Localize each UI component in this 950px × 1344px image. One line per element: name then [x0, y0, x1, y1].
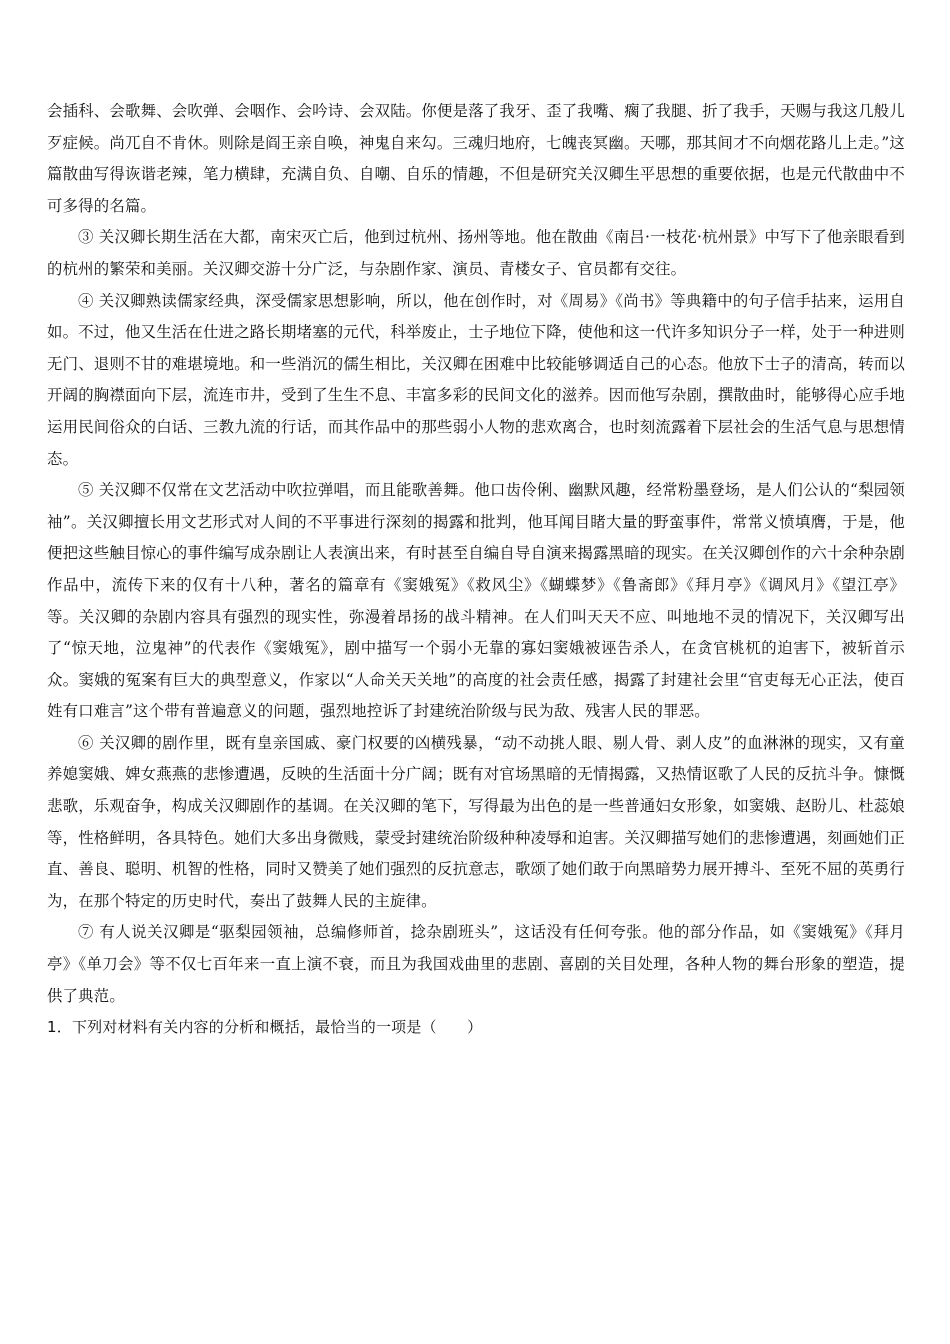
paragraph-continuation: 会插科、会歌舞、会吹弹、会咽作、会吟诗、会双陆。你便是落了我牙、歪了我嘴、瘸了我腿、折了我手，天赐与我这几般儿歹症候。尚兀自不肯休。则除是阎王亲自唤，神鬼自来勾。三魂归地府，七魄丧冥幽。天哪，那其间才不向烟花路儿上走。”这篇散曲写得诙谐老辣，笔力横肆，充满自负、自嘲、自乐的情趣，不但是研究关汉卿生平思想的重要依据，也是元代散曲中不可多得的名篇。	[47, 102, 905, 215]
paragraph-4: ④ 关汉卿熟读儒家经典，深受儒家思想影响，所以，他在创作时，对《周易》《尚书》等典籍中的句子信手拈来，运用自如。不过，他又生活在仕进之路长期堵塞的元代，科举废止，士子地位下降，使他和这一代许多知识分子一样，处于一种进则无门、退则不甘的难堪境地。和一些消沉的儒生相比，关汉卿在困难中比较能够调适自己的心态。他放下士子的清高，转而以开阔的胸襟面向下层，流连市井，受到了生生不息、丰富多彩的民间文化的滋养。因而他写杂剧，撰散曲时，能够得心应手地运用民间俗众的白话、三教九流的行话，而其作品中的那些弱小人物的悲欢离合，也时刻流露着下层社会的生活气息与思想情态。	[47, 291, 905, 468]
paragraph-3: ③ 关汉卿长期生活在大都，南宋灭亡后，他到过杭州、扬州等地。他在散曲《南吕·一枝花·杭州景》中写下了他亲眼看到的杭州的繁荣和美丽。关汉卿交游十分广泛，与杂剧作家、演员、青楼女子、官员都有交往。	[47, 228, 905, 278]
article-body	[47, 96, 905, 1044]
paragraph-7: ⑦ 有人说关汉卿是“驱梨园领袖，总编修师首，捻杂剧班头”，这话没有任何夸张。他的部分作品，如《窦娥冤》《拜月亭》《单刀会》等不仅七百年来一直上演不衰，而且为我国戏曲里的悲剧、喜剧的关目处理，各种人物的舞台形象的塑造，提供了典范。	[47, 923, 905, 1005]
paragraph-6: ⑥ 关汉卿的剧作里，既有皇亲国戚、豪门权要的凶横残暴，“动不动挑人眼、剔人骨、剥人皮”的血淋淋的现实，又有童养媳窦娥、婢女燕燕的悲惨遭遇，反映的生活面十分广阔；既有对官场黑暗的无情揭露，又热情讴歌了人民的反抗斗争。慷慨悲歌，乐观奋争，构成关汉卿剧作的基调。在关汉卿的笔下，写得最为出色的是一些普通妇女形象，如窦娥、赵盼儿、杜蕊娘等，性格鲜明，各具特色。她们大多出身微贱，蒙受封建统治阶级种种凌辱和迫害。关汉卿描写她们的悲惨遭遇，刻画她们正直、善良、聪明、机智的性格，同时又赞美了她们强烈的反抗意志，歌颂了她们敢于向黑暗势力展开搏斗、至死不屈的英勇行为，在那个特定的历史时代，奏出了鼓舞人民的主旋律。	[47, 733, 905, 910]
paragraph-5: ⑤ 关汉卿不仅常在文艺活动中吹拉弹唱，而且能歌善舞。他口齿伶俐、幽默风趣，经常粉墨登场，是人们公认的“梨园领袖”。关汉卿擅长用文艺形式对人间的不平事进行深刻的揭露和批判，他耳闻目睹大量的野蛮事件，常常义愤填膺，于是，他便把这些触目惊心的事件编写成杂剧让人表演出来，有时甚至自编自导自演来揭露黑暗的现实。在关汉卿创作的六十余种杂剧作品中，流传下来的仅有十八种，著名的篇章有《窦娥冤》《救风尘》《蝴蝶梦》《鲁斋郎》《拜月亭》《调风月》《望江亭》等。关汉卿的杂剧内容具有强烈的现实性，弥漫着昂扬的战斗精神。在人们叫天天不应、叫地地不灵的情况下，关汉卿写出了“惊天地，泣鬼神”的代表作《窦娥冤》，剧中描写一个弱小无靠的寡妇窦娥被诬告杀人，在贪官桃杌的迫害下，被斩首示众。窦娥的冤案有巨大的典型意义，作家以“人命关天关地”的高度的社会责任感，揭露了封建社会里“官吏每无心正法，使百姓有口难言”这个带有普遍意义的问题，强烈地控诉了封建统治阶级与民为敌、残害人民的罪恶。	[47, 481, 905, 721]
question-1: 1．下列对材料有关内容的分析和概括，最恰当的一项是（ ）	[47, 1018, 483, 1037]
